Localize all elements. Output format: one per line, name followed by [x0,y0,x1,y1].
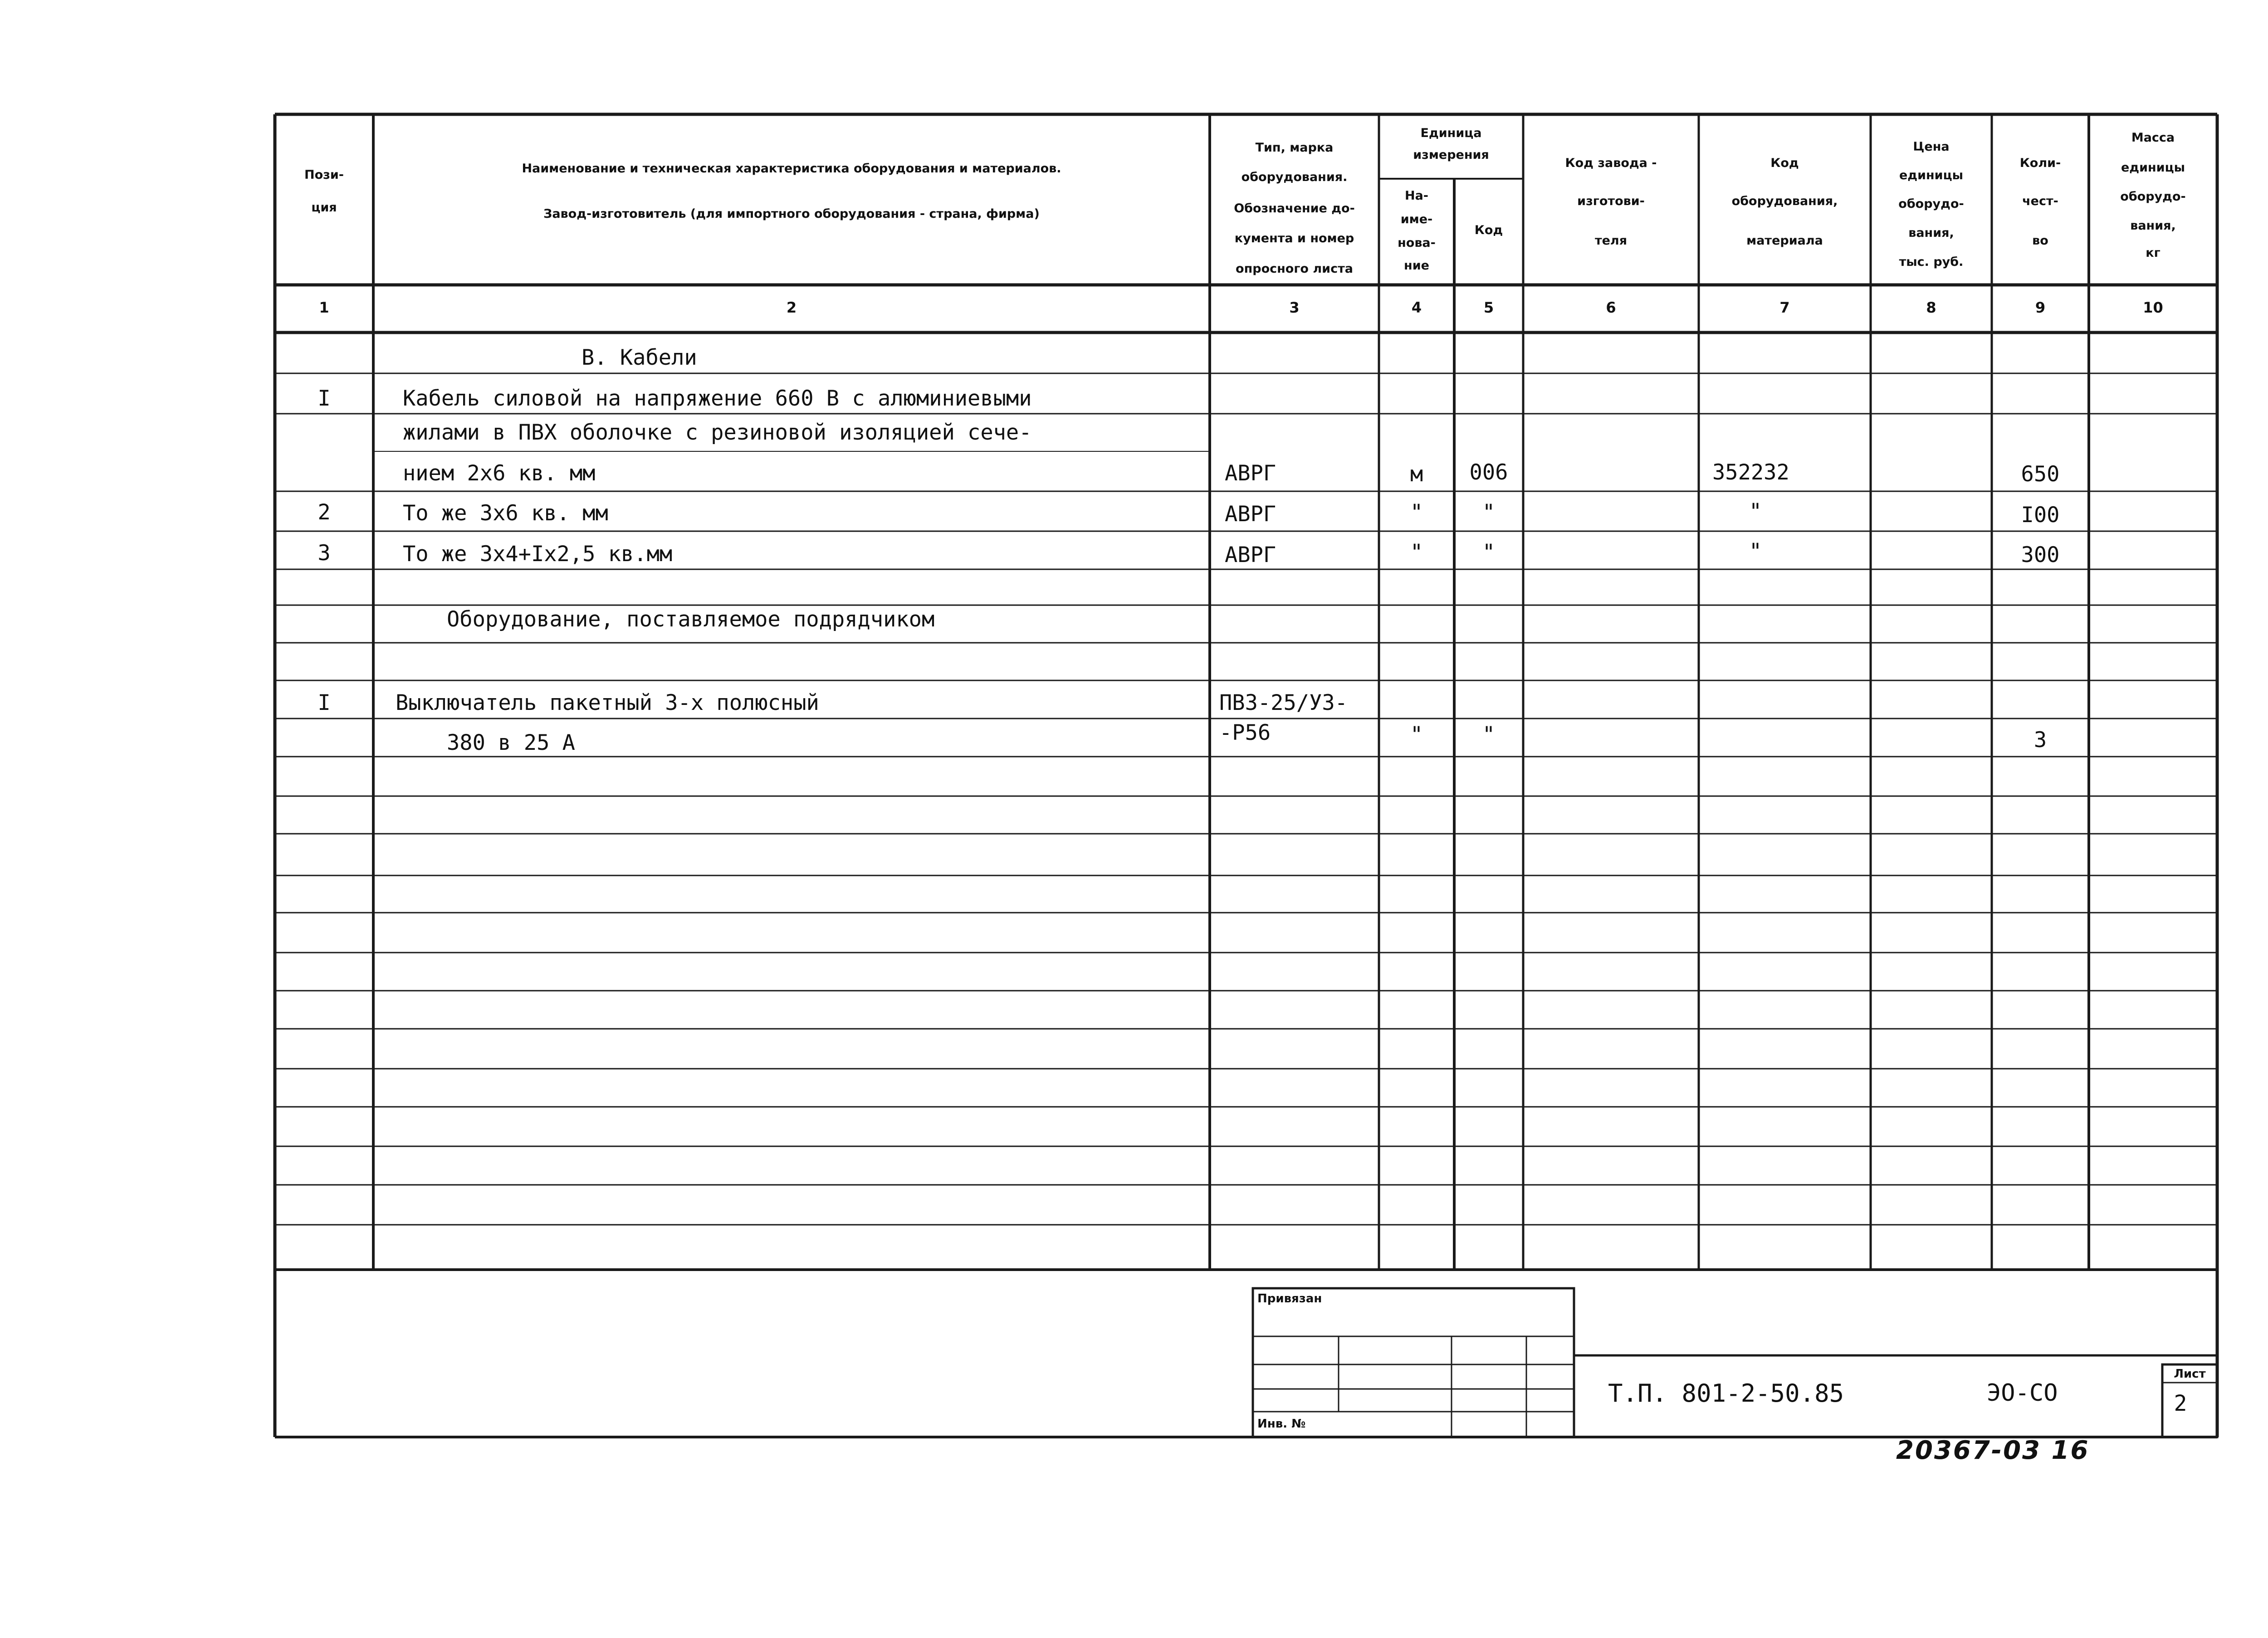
row-name-line1: Выключатель пакетный 3-х полюсный [396,690,819,715]
row-type: АВРГ [1225,543,1276,567]
row-unit-code: " [1482,500,1496,525]
header-unit-name-line3: нова- [1398,236,1436,250]
section-title-cables: В. Кабели [582,345,697,370]
header-price-line1: Цена [1913,140,1950,154]
header-position-line2: ция [311,200,337,215]
header-manufacturer-code-line3: теля [1594,234,1628,248]
row-unit-code: " [1482,540,1496,565]
stamp-designation: Т.П. 801-2-50.85 [1608,1379,1844,1408]
header-manufacturer-code-line1: Код завода - [1565,156,1657,170]
header-type-line3: Обозначение до- [1234,201,1355,215]
column-number: 10 [2143,299,2163,316]
row-type: АВРГ [1225,502,1276,527]
section-title-contractor: Оборудование, поставляемое подрядчиком [447,607,935,632]
row-quantity: 300 [2021,543,2060,567]
header-equipment-code-line2: оборудования, [1731,194,1838,208]
header-price-line3: оборудо- [1898,197,1964,211]
row-quantity: 650 [2021,462,2060,487]
header-mass-line3: оборудо- [2120,190,2186,204]
archive-number: 20367-03 16 [1896,1436,2090,1465]
row-equipment-code: 352232 [1712,460,1789,485]
stamp-document-code: ЭО-СО [1987,1379,2058,1407]
header-type-line5: опросного листа [1236,262,1353,276]
row-name-line3: нием 2х6 кв. мм [403,461,596,486]
header-name-line1: Наименование и техническая характеристика оборудования и материалов. [522,161,1061,176]
header-unit-name-line2: име- [1400,212,1433,226]
header-position-line1: Пози- [304,168,344,182]
header-equipment-code-line3: материала [1746,234,1823,248]
stamp-sheet-label: Лист [2174,1367,2206,1381]
row-type-line1: ПВЗ-25/УЗ- [1219,690,1348,715]
header-mass-line2: единицы [2121,161,2185,175]
row-quantity: I00 [2021,503,2060,528]
row-unit-code: 006 [1469,460,1508,485]
column-number: 6 [1606,299,1616,316]
row-unit: " [1410,500,1423,525]
header-unit-line1: Единица [1420,126,1482,140]
header-price-line5: тыс. руб. [1899,255,1964,269]
header-type-line4: кумента и номер [1234,231,1354,245]
stamp-linked-label: Привязан [1257,1292,1322,1306]
stamp-inventory-label: Инв. № [1257,1417,1306,1431]
header-manufacturer-code-line2: изготови- [1577,194,1645,208]
column-number: 3 [1289,299,1300,316]
row-unit-code: " [1482,722,1496,747]
header-unit-code: Код [1474,223,1503,237]
row-unit: м [1410,462,1423,487]
header-quantity-line2: чест- [2022,194,2058,208]
header-price-line2: единицы [1899,168,1964,182]
row-position: 3 [318,541,331,566]
header-mass-line1: Масса [2131,131,2175,145]
row-name-line1: Кабель силовой на напряжение 660 В с алюминиевыми [403,386,1032,411]
row-name-line2: 380 в 25 А [447,730,575,755]
column-number: 9 [2035,299,2046,316]
row-unit: " [1410,540,1423,565]
row-type: АВРГ [1225,461,1276,486]
row-position: 2 [318,500,331,525]
header-price-line4: вания, [1908,226,1954,240]
row-type-line2: -Р56 [1219,720,1271,745]
row-unit: " [1410,722,1423,747]
header-quantity-line3: во [2032,234,2048,248]
stamp-sheet-number: 2 [2174,1391,2187,1416]
header-unit-name-line1: На- [1404,189,1429,203]
header-type-line1: Тип, марка [1255,141,1334,155]
header-unit-line2: измерения [1413,148,1489,162]
row-position: I [318,386,331,411]
row-name: То же 3х6 кв. мм [403,501,608,526]
column-number: 8 [1926,299,1936,316]
row-quantity: 3 [2033,728,2047,753]
header-type-line2: оборудования. [1241,170,1348,184]
header-name-line2: Завод-изготовитель (для импортного оборудования - страна, фирма) [543,207,1040,221]
column-number: 1 [319,299,329,316]
row-equipment-code: " [1749,499,1762,524]
header-unit-name-line4: ние [1404,259,1429,273]
column-number: 2 [786,299,797,316]
column-number: 5 [1483,299,1494,316]
header-mass-line4: вания, [2130,219,2176,233]
header-quantity-line1: Коли- [2019,156,2061,170]
row-position: I [318,690,331,715]
header-equipment-code-line1: Код [1770,156,1799,170]
column-number: 7 [1779,299,1790,316]
row-name: То же 3х4+Iх2,5 кв.мм [403,542,673,567]
header-mass-line5: кг [2146,246,2160,260]
row-name-line2: жилами в ПВХ оболочке с резиновой изоляцией сече- [403,420,1032,445]
column-number: 4 [1411,299,1422,316]
row-equipment-code: " [1749,539,1762,564]
